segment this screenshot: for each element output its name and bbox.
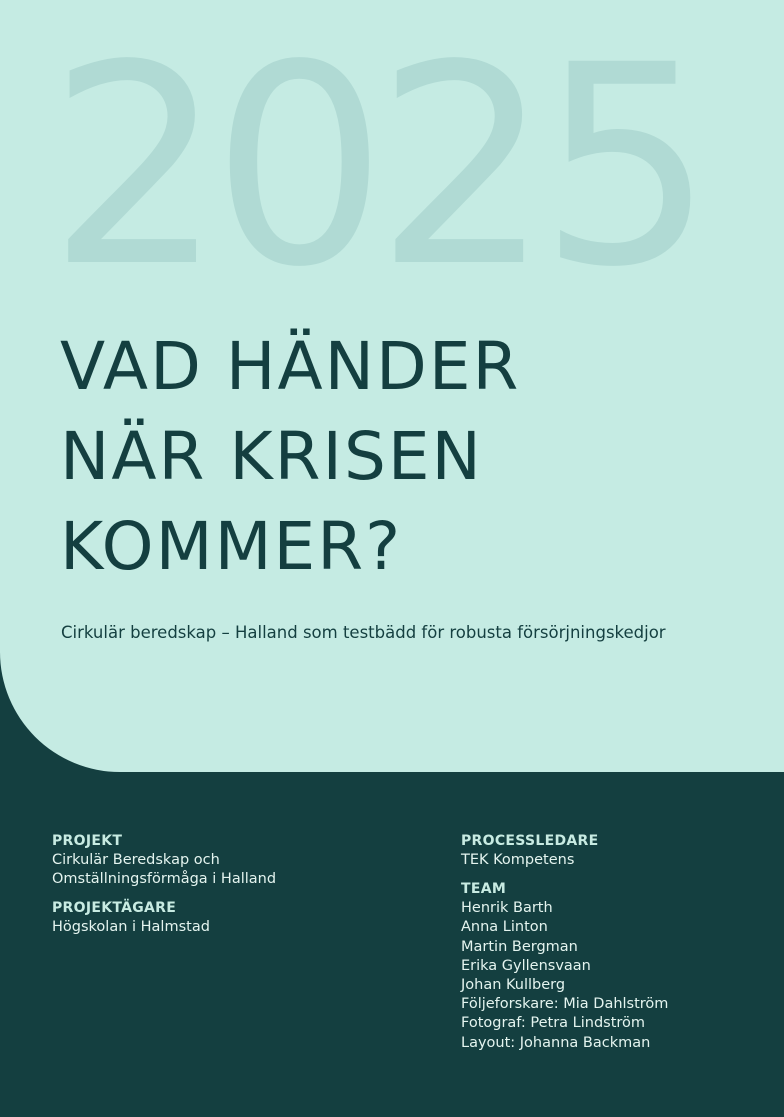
team-member: Erika Gyllensvaan: [461, 957, 591, 974]
credit-label: TEAM: [461, 881, 507, 898]
title-line: VAD HÄNDER: [60, 328, 521, 405]
credit-block-processledare: [461, 832, 668, 870]
team-member: Johan Kullberg: [461, 977, 566, 994]
credit-label: PROJEKTÄGARE: [52, 900, 177, 917]
credit-line: Högskolan i Halmstad: [52, 919, 210, 936]
cover-year: 2025: [48, 7, 703, 328]
credit-line: TEK Kompetens: [461, 852, 575, 868]
credit-block-team: [461, 880, 668, 1053]
title-line: KOMMER?: [60, 508, 403, 585]
credit-label: PROCESSLEDARE: [461, 833, 599, 849]
credits-right-column: [461, 832, 668, 1063]
cover-subtitle: Cirkulär beredskap – Halland som testbädd för robusta försörjningskedjor: [61, 623, 666, 642]
title-line: NÄR KRISEN: [60, 418, 483, 495]
team-member: Följeforskare: Mia Dahlström: [461, 996, 669, 1013]
team-member: Martin Bergman: [461, 938, 578, 955]
credit-block-projekt: [52, 832, 276, 889]
team-member: Layout: Johanna Backman: [461, 1034, 651, 1051]
team-member: Henrik Barth: [461, 900, 553, 917]
credit-line: Cirkulär Beredskap och: [52, 852, 220, 868]
credit-label: PROJEKT: [52, 833, 123, 849]
team-member: Fotograf: Petra Lindström: [461, 1015, 646, 1032]
team-member: Anna Linton: [461, 919, 548, 936]
credits-left-column: [52, 832, 276, 948]
cover-title: [60, 322, 520, 592]
credit-block-projektagare: [52, 899, 276, 937]
credit-line: Omställningsförmåga i Halland: [52, 871, 277, 888]
